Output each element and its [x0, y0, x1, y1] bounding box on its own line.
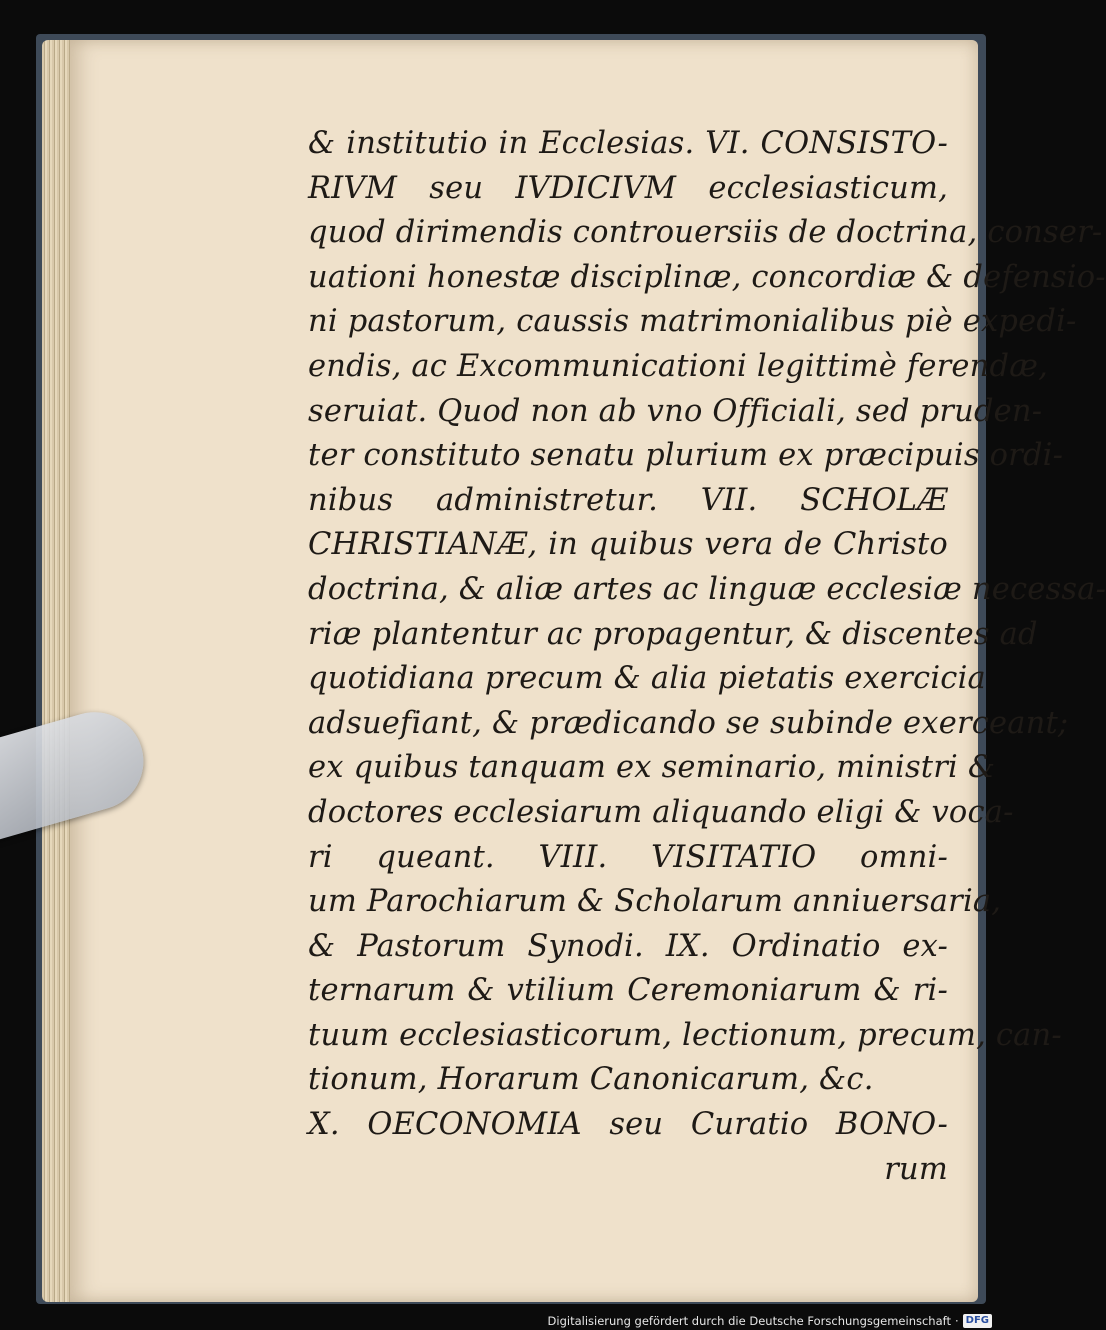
text-line: CHRISTIANÆ, in quibus vera de Christo — [308, 527, 948, 563]
text-line: tionum, Horarum Canonicarum, &c. — [308, 1062, 874, 1098]
text-line: adsuefiant, & prædicando se subinde exerceant; — [308, 705, 1069, 741]
separator-dot: · — [955, 1314, 959, 1328]
text-line: doctores ecclesiarum aliquando eligi & voca- — [308, 794, 1014, 830]
catchword: rum — [884, 1151, 948, 1187]
digitization-footer — [548, 1312, 992, 1330]
text-line: tuum ecclesiasticorum, lectionum, precum, can- — [308, 1017, 1062, 1053]
text-line: & institutio in Ecclesias. VI. CONSISTO- — [308, 126, 948, 161]
page-edges — [42, 40, 72, 1302]
text-line: quotidiana precum & alia pietatis exercicia — [308, 661, 986, 697]
text-line: ni pastorum, caussis matrimonialibus piè expedi- — [308, 304, 1077, 340]
text-line: endis, ac Excommunicationi legittimè ferendæ, — [308, 348, 1049, 384]
text-line: seruiat. Quod non ab vno Officiali, sed pruden- — [308, 393, 1043, 429]
text-line: ri queant. VIII. VISITATIO omni- — [308, 839, 948, 875]
text-line: riæ plantentur ac propagentur, & discentes ad — [308, 616, 1038, 652]
text-line: um Parochiarum & Scholarum anniuersaria, — [308, 884, 1002, 920]
text-line: nibus administretur. VII. SCHOLÆ — [308, 482, 948, 518]
text-line: quod dirimendis controuersiis de doctrina, conser- — [308, 215, 1103, 251]
text-line: & Pastorum Synodi. IX. Ordinatio ex- — [308, 928, 948, 964]
text-line: X. OECONOMIA seu Curatio BONO- — [308, 1107, 948, 1143]
text-line: doctrina, & aliæ artes ac linguæ ecclesiæ necessa- — [308, 571, 1106, 607]
text-line: ternarum & vtilium Ceremoniarum & ri- — [308, 973, 948, 1009]
funding-credit: Digitalisierung gefördert durch die Deutsche Forschungsgemeinschaft — [547, 1314, 951, 1328]
text-line: RIVM seu IVDICIVM ecclesiasticum, — [308, 170, 948, 206]
page-text-block — [308, 122, 1106, 1192]
text-line: uationi honestæ disciplinæ, concordiæ & defensio- — [308, 259, 1106, 295]
text-line: ex quibus tanquam ex seminario, ministri & — [308, 750, 996, 786]
text-line: ter constituto senatu plurium ex præcipuis ordi- — [308, 438, 1064, 474]
dfg-logo: DFG — [963, 1314, 992, 1328]
